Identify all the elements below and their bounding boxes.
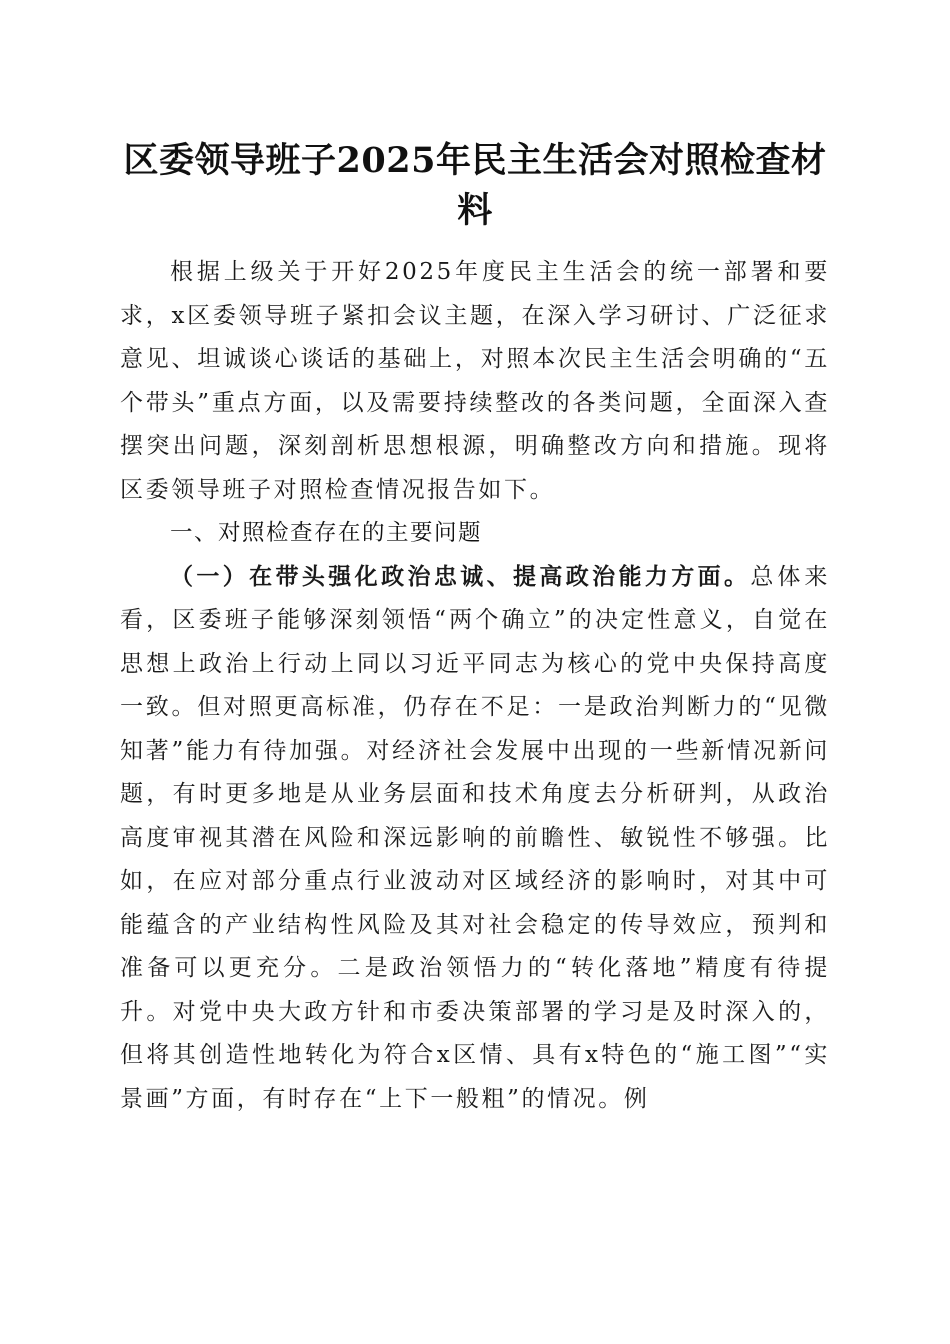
subsection-body: 总体来看，区委班子能够深刻领悟“两个确立”的决定性意义，自觉在思想上政治上行动上同以习近平同志为核心的党中央保持高度一致。但对照更高标准，仍存在不足：一是政治判断力的“见微知著”能力有待加强。对经济社会发展中出现的一些新情况新问题，有时更多地是从业务层面和技术角度去分析研判，从政治高度审视其潜在风险和深远影响的前瞻性、敏锐性不够强。比如，在应对部分重点行业波动对区域经济的影响时，对其中可能蕴含的产业结构性风险及其对社会稳定的传导效应，预判和准备可以更充分。二是政治领悟力的“转化落地”精度有待提升。对党中央大政方针和市委决策部署的学习是及时深入的，但将其创造性地转化为符合x区情、具有x特色的“施工图”“实景画”方面，有时存在“上下一般粗”的情况。例 (120, 563, 830, 1112)
section-heading: 一、对照检查存在的主要问题 (170, 520, 483, 546)
document-body (120, 251, 830, 1121)
intro-paragraph: 根据上级关于开好2025年度民主生活会的统一部署和要求，x区委领导班子紧扣会议主题，在深入学习研讨、广泛征求意见、坦诚谈心谈话的基础上，对照本次民主生活会明确的“五个带头”重点方面，以及需要持续整改的各类问题，全面深入查摆突出问题，深刻剖析思想根源，明确整改方向和措施。现将区委领导班子对照检查情况报告如下。 (120, 259, 830, 503)
document-title: 区委领导班子2025年民主生活会对照检查材料 (123, 140, 827, 231)
subsection-paragraph (120, 556, 830, 1122)
subsection-heading: （一）在带头强化政治忠诚、提高政治能力方面。 (170, 563, 751, 590)
